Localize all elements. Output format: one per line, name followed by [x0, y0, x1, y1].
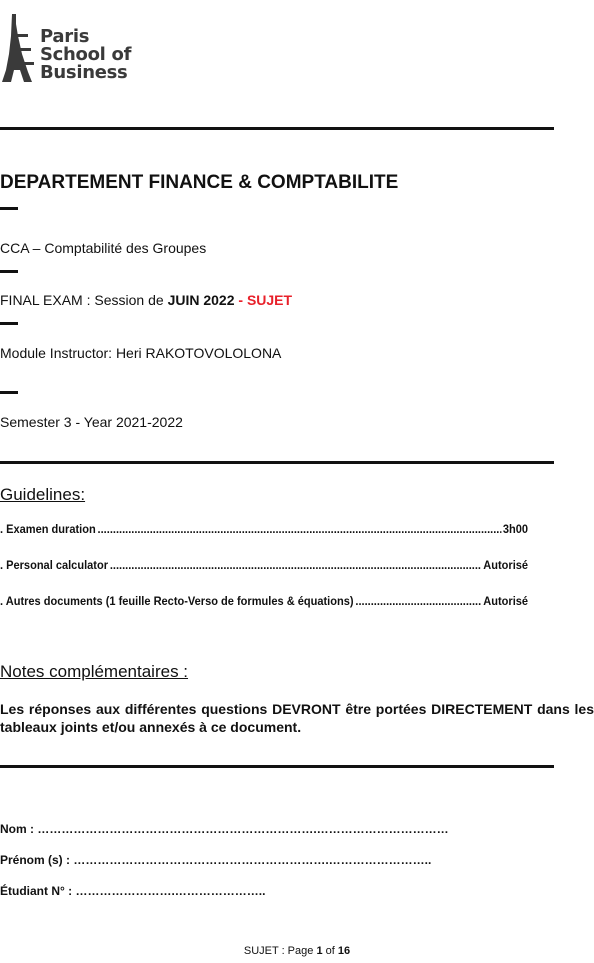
eiffel-tower-icon — [2, 14, 36, 84]
footer-total-pages: 16 — [337, 945, 351, 957]
course-name: CCA – Comptabilité des Groupes — [0, 240, 207, 256]
field-dots: …………………….………………….. — [75, 884, 266, 898]
guideline-value: Autorisé — [483, 558, 529, 572]
short-divider — [0, 270, 18, 273]
field-dots: ……………………………………………………….…………………….. — [73, 853, 432, 867]
dot-leader — [355, 594, 481, 608]
guideline-item — [0, 558, 528, 572]
dot-leader — [98, 522, 502, 536]
footer-prefix: SUJET : Page — [243, 945, 317, 957]
divider — [0, 765, 554, 768]
footer-of: of — [322, 945, 338, 957]
student-firstname-field — [0, 853, 431, 867]
student-number-field — [0, 884, 265, 898]
exam-session — [0, 292, 292, 308]
page-footer — [0, 945, 594, 957]
logo-line-2: School of — [40, 44, 132, 65]
notes-heading: Notes complémentaires : — [0, 662, 189, 681]
exam-session-date: JUIN 2022 — [167, 292, 235, 308]
short-divider — [0, 322, 18, 325]
footer-page-number: 1 — [316, 945, 323, 957]
logo-wordmark — [40, 28, 131, 82]
logo-line-1: Paris — [40, 26, 90, 47]
school-logo — [0, 14, 150, 88]
logo-line-3: Business — [40, 62, 128, 83]
guideline-value: Autorisé — [483, 594, 529, 608]
field-label: Étudiant N° : — [0, 884, 76, 898]
module-instructor: Module Instructor: Heri RAKOTOVOLOLONA — [0, 345, 282, 361]
guideline-value: 3h00 — [502, 522, 529, 536]
field-dots: …………………………………………………………….…………………………… — [37, 822, 449, 836]
short-divider — [0, 207, 18, 210]
guideline-label: . Autres documents (1 feuille Recto-Verso de formules & équations) — [0, 594, 354, 608]
guideline-item — [0, 594, 528, 608]
divider — [0, 127, 554, 130]
guideline-label: . Examen duration — [0, 522, 96, 536]
exam-prefix: FINAL EXAM : Session de — [0, 292, 168, 308]
short-divider — [0, 391, 18, 394]
divider — [0, 461, 554, 464]
guideline-item — [0, 522, 528, 536]
student-name-field — [0, 822, 449, 836]
notes-text: Les réponses aux différentes questions DEVRONT être portées DIRECTEMENT dans les tableaux joints et/ou annexés à ce document. — [0, 701, 594, 735]
exam-subject-label: - SUJET — [234, 292, 293, 308]
department-title: DEPARTEMENT FINANCE & COMPTABILITE — [0, 172, 399, 193]
guideline-label: . Personal calculator — [0, 558, 108, 572]
field-label: Prénom (s) : — [0, 853, 74, 867]
guidelines-heading: Guidelines: — [0, 485, 86, 504]
semester-info: Semester 3 - Year 2021-2022 — [0, 414, 183, 430]
dot-leader — [110, 558, 482, 572]
field-label: Nom : — [0, 822, 38, 836]
